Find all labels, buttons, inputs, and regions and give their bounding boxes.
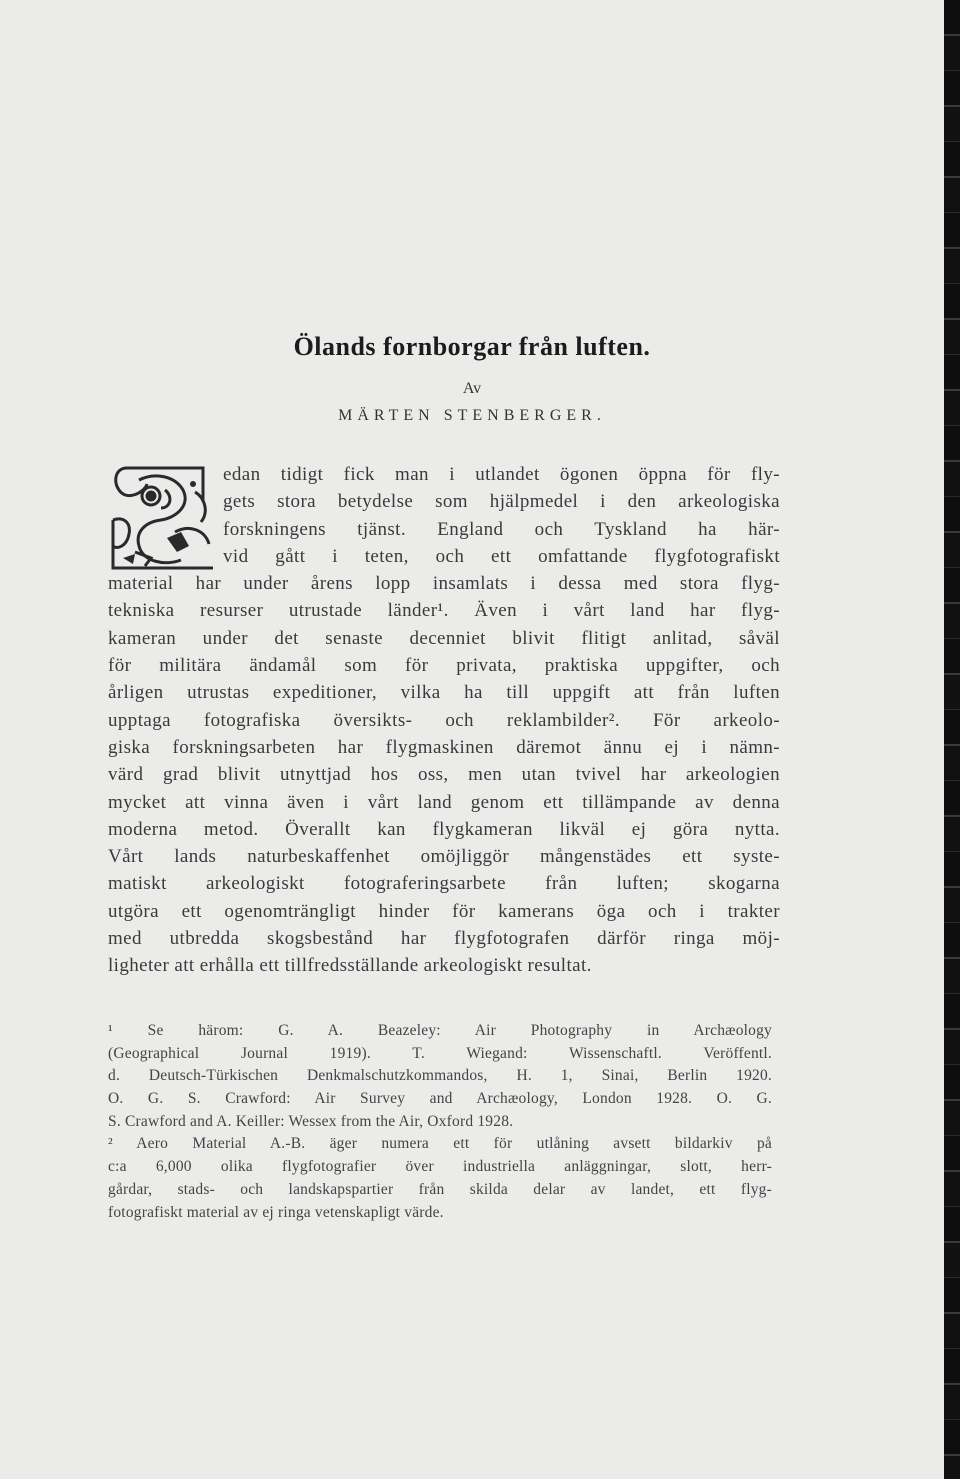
footnote-line: c:a 6,000 olika flygfotografier över industriella anläggningar, slott, herr- — [108, 1158, 772, 1176]
scan-edge — [944, 0, 960, 1479]
body-line: mycket att vinna även i vårt land genom ett tillämpande av denna — [108, 791, 780, 813]
body-line: med utbredda skogsbestånd har flygfotografen därför ringa möj- — [108, 928, 780, 950]
byline-prefix: Av — [462, 380, 482, 397]
footnote-line: ² Aero Material A.-B. äger numera ett för utlåning avsett bildarkiv på — [108, 1135, 772, 1153]
body-line: moderna metod. Överallt kan flygkameran likväl ej göra nytta. — [108, 818, 780, 840]
body-line: matiskt arkeologiskt fotograferingsarbete från luften; skogarna — [108, 873, 780, 895]
body-line: giska forskningsarbeten har flygmaskinen däremot ännu ej i nämn- — [108, 736, 780, 758]
body-line: utgöra ett ogenomträngligt hinder för kamerans öga och i trakter — [108, 900, 780, 922]
body-line: vid gått i teten, och ett omfattande flygfotografiskt — [223, 545, 780, 567]
body-line: ligheter att erhålla ett tillfredsställande arkeologiskt resultat. — [108, 955, 592, 977]
body-line: edan tidigt fick man i utlandet ögonen öppna för fly- — [223, 464, 780, 485]
footnote-line: O. G. S. Crawford: Air Survey and Archæology, London 1928. O. G. — [108, 1090, 772, 1108]
body-line: värd grad blivit utnyttjad hos oss, men utan tvivel har arkeologien — [108, 764, 780, 786]
article-body — [108, 461, 780, 980]
footnote-line: gårdar, stads- och landskapspartier från skilda delar av landet, ett flyg- — [108, 1180, 772, 1198]
body-line: årligen utrustas expeditioner, vilka ha till uppgift att från luften — [108, 682, 780, 704]
body-line: Vårt lands naturbeskaffenhet omöjliggör mångenstädes ett syste- — [108, 846, 780, 868]
body-line: forskningens tjänst. England och Tyskland ha här- — [223, 518, 780, 540]
footnotes — [108, 1020, 772, 1224]
body-line: material har under årens lopp insamlats i dessa med stora flyg- — [108, 573, 780, 595]
footnote-line: ¹ Se härom: G. A. Beazeley: Air Photography in Archæology — [108, 1022, 772, 1039]
body-line: gets stora betydelse som hjälpmedel i den arkeologiska — [223, 491, 780, 513]
footnote-line: d. Deutsch-Türkischen Denkmalschutzkommandos, H. 1, Sinai, Berlin 1920. — [108, 1067, 772, 1085]
footnote-line: S. Crawford and A. Keiller: Wessex from the Air, Oxford 1928. — [108, 1112, 514, 1130]
footnote-line: fotografiskt material av ej ringa vetenskapligt värde. — [108, 1203, 444, 1221]
body-line: tekniska resurser utrustade länder¹. Även i vårt land har flyg- — [108, 600, 780, 622]
footnote-line: (Geographical Journal 1919). T. Wiegand: Wissenschaftl. Veröffentl. — [108, 1044, 772, 1062]
author-name: MÄRTEN STENBERGER. — [338, 407, 606, 424]
body-line: kameran under det senaste decenniet blivit flitigt anlitad, såväl — [108, 627, 780, 649]
body-line: för militära ändamål som för privata, praktiska uppgifter, och — [108, 655, 780, 677]
body-line: upptaga fotografiska översikts- och reklambilder². För arkeolo- — [108, 709, 780, 731]
article-title: Ölands fornborgar från luften. — [293, 332, 651, 361]
